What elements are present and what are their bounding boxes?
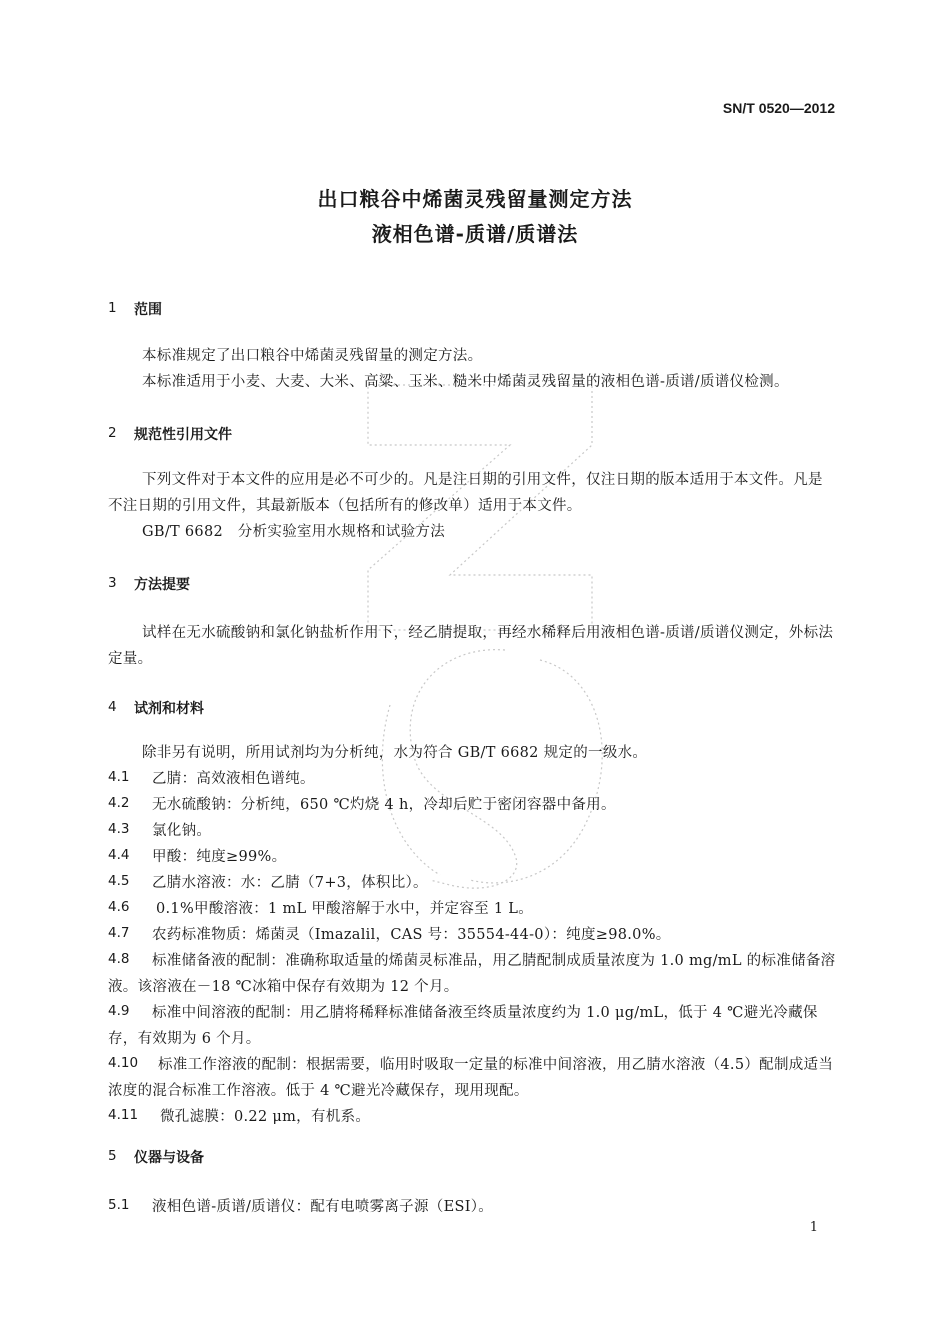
standard-code: SN/T 0520—2012 (722, 100, 835, 116)
item-number: 5.1 (108, 1197, 130, 1213)
item-number: 4.7 (108, 925, 130, 941)
item-text: 乙腈水溶液：水：乙腈（7+3，体积比）。 (152, 875, 428, 891)
document-title: 出口粮谷中烯菌灵残留量测定方法 (317, 187, 633, 211)
item-text: 标准中间溶液的配制：用乙腈将稀释标准储备液至终质量浓度约为 1.0 μg/mL，低于 4 ℃避光冷藏保存，有效期为 6 个月。 (108, 1005, 818, 1047)
item-text: 农药标准物质：烯菌灵（Imazalil，CAS 号：35554-44-0）：纯度≥98.0%。 (152, 927, 671, 943)
section-5-number: 5 (108, 1148, 117, 1164)
item-text: 甲酸：纯度≥99%。 (152, 849, 287, 865)
section-1-paragraph: 本标准规定了出口粮谷中烯菌灵残留量的测定方法。 (142, 348, 483, 364)
item-text: 0.1%甲酸溶液：1 mL 甲酸溶解于水中，并定容至 1 L。 (156, 901, 534, 917)
item-number: 4.2 (108, 795, 130, 811)
item-text: 液相色谱-质谱/质谱仪：配有电喷雾离子源（ESI）。 (152, 1199, 494, 1215)
section-4-intro: 除非另有说明，所用试剂均为分析纯，水为符合 GB/T 6682 规定的一级水。 (142, 745, 648, 761)
item-number: 4.10 (108, 1055, 139, 1071)
item-number: 4.4 (108, 847, 130, 863)
document-subtitle: 液相色谱-质谱/质谱法 (371, 222, 579, 246)
section-3-title: 方法提要 (134, 577, 190, 593)
section-3-paragraph: 试样在无水硫酸钠和氯化钠盐析作用下，经乙腈提取，再经水稀释后用液相色谱-质谱/质谱仪测定，外标法定量。 (108, 625, 834, 667)
page-number: 1 (809, 1220, 818, 1235)
section-4-number: 4 (108, 699, 117, 715)
item-number: 4.1 (108, 769, 130, 785)
item-number: 4.9 (108, 1003, 130, 1019)
item-text: 标准工作溶液的配制：根据需要，临用时吸取一定量的标准中间溶液，用乙腈水溶液（4.5）配制成适当浓度的混合标准工作溶液。低于 4 ℃避光冷藏保存，现用现配。 (108, 1057, 834, 1099)
item-number: 4.8 (108, 951, 130, 967)
normative-reference: GB/T 6682 分析实验室用水规格和试验方法 (142, 524, 446, 540)
section-1-paragraph: 本标准适用于小麦、大麦、大米、高粱、玉米、糙米中烯菌灵残留量的液相色谱-质谱/质谱仪检测。 (142, 374, 789, 390)
item-text: 标准储备液的配制：准确称取适量的烯菌灵标准品，用乙腈配制成质量浓度为 1.0 mg/mL 的标准储备溶液。该溶液在－18 ℃冰箱中保存有效期为 12 个月。 (108, 953, 836, 995)
section-4-title: 试剂和材料 (134, 701, 204, 717)
section-2-number: 2 (108, 425, 117, 441)
section-5-title: 仪器与设备 (134, 1150, 204, 1166)
item-text: 氯化钠。 (152, 823, 212, 839)
item-number: 4.6 (108, 899, 130, 915)
item-number: 4.3 (108, 821, 130, 837)
section-1-title: 范围 (134, 302, 162, 318)
item-text: 乙腈：高效液相色谱纯。 (152, 771, 315, 787)
item-text: 无水硫酸钠：分析纯，650 ℃灼烧 4 h，冷却后贮于密闭容器中备用。 (152, 797, 616, 813)
section-3-number: 3 (108, 575, 117, 591)
item-number: 4.11 (108, 1107, 139, 1123)
section-2-title: 规范性引用文件 (134, 427, 232, 443)
item-number: 4.5 (108, 873, 130, 889)
item-text: 微孔滤膜：0.22 μm，有机系。 (160, 1109, 371, 1125)
section-2-paragraph: 下列文件对于本文件的应用是必不可少的。凡是注日期的引用文件，仅注日期的版本适用于本文件。凡是不注日期的引用文件，其最新版本（包括所有的修改单）适用于本文件。 (108, 472, 823, 514)
section-1-number: 1 (108, 300, 117, 316)
